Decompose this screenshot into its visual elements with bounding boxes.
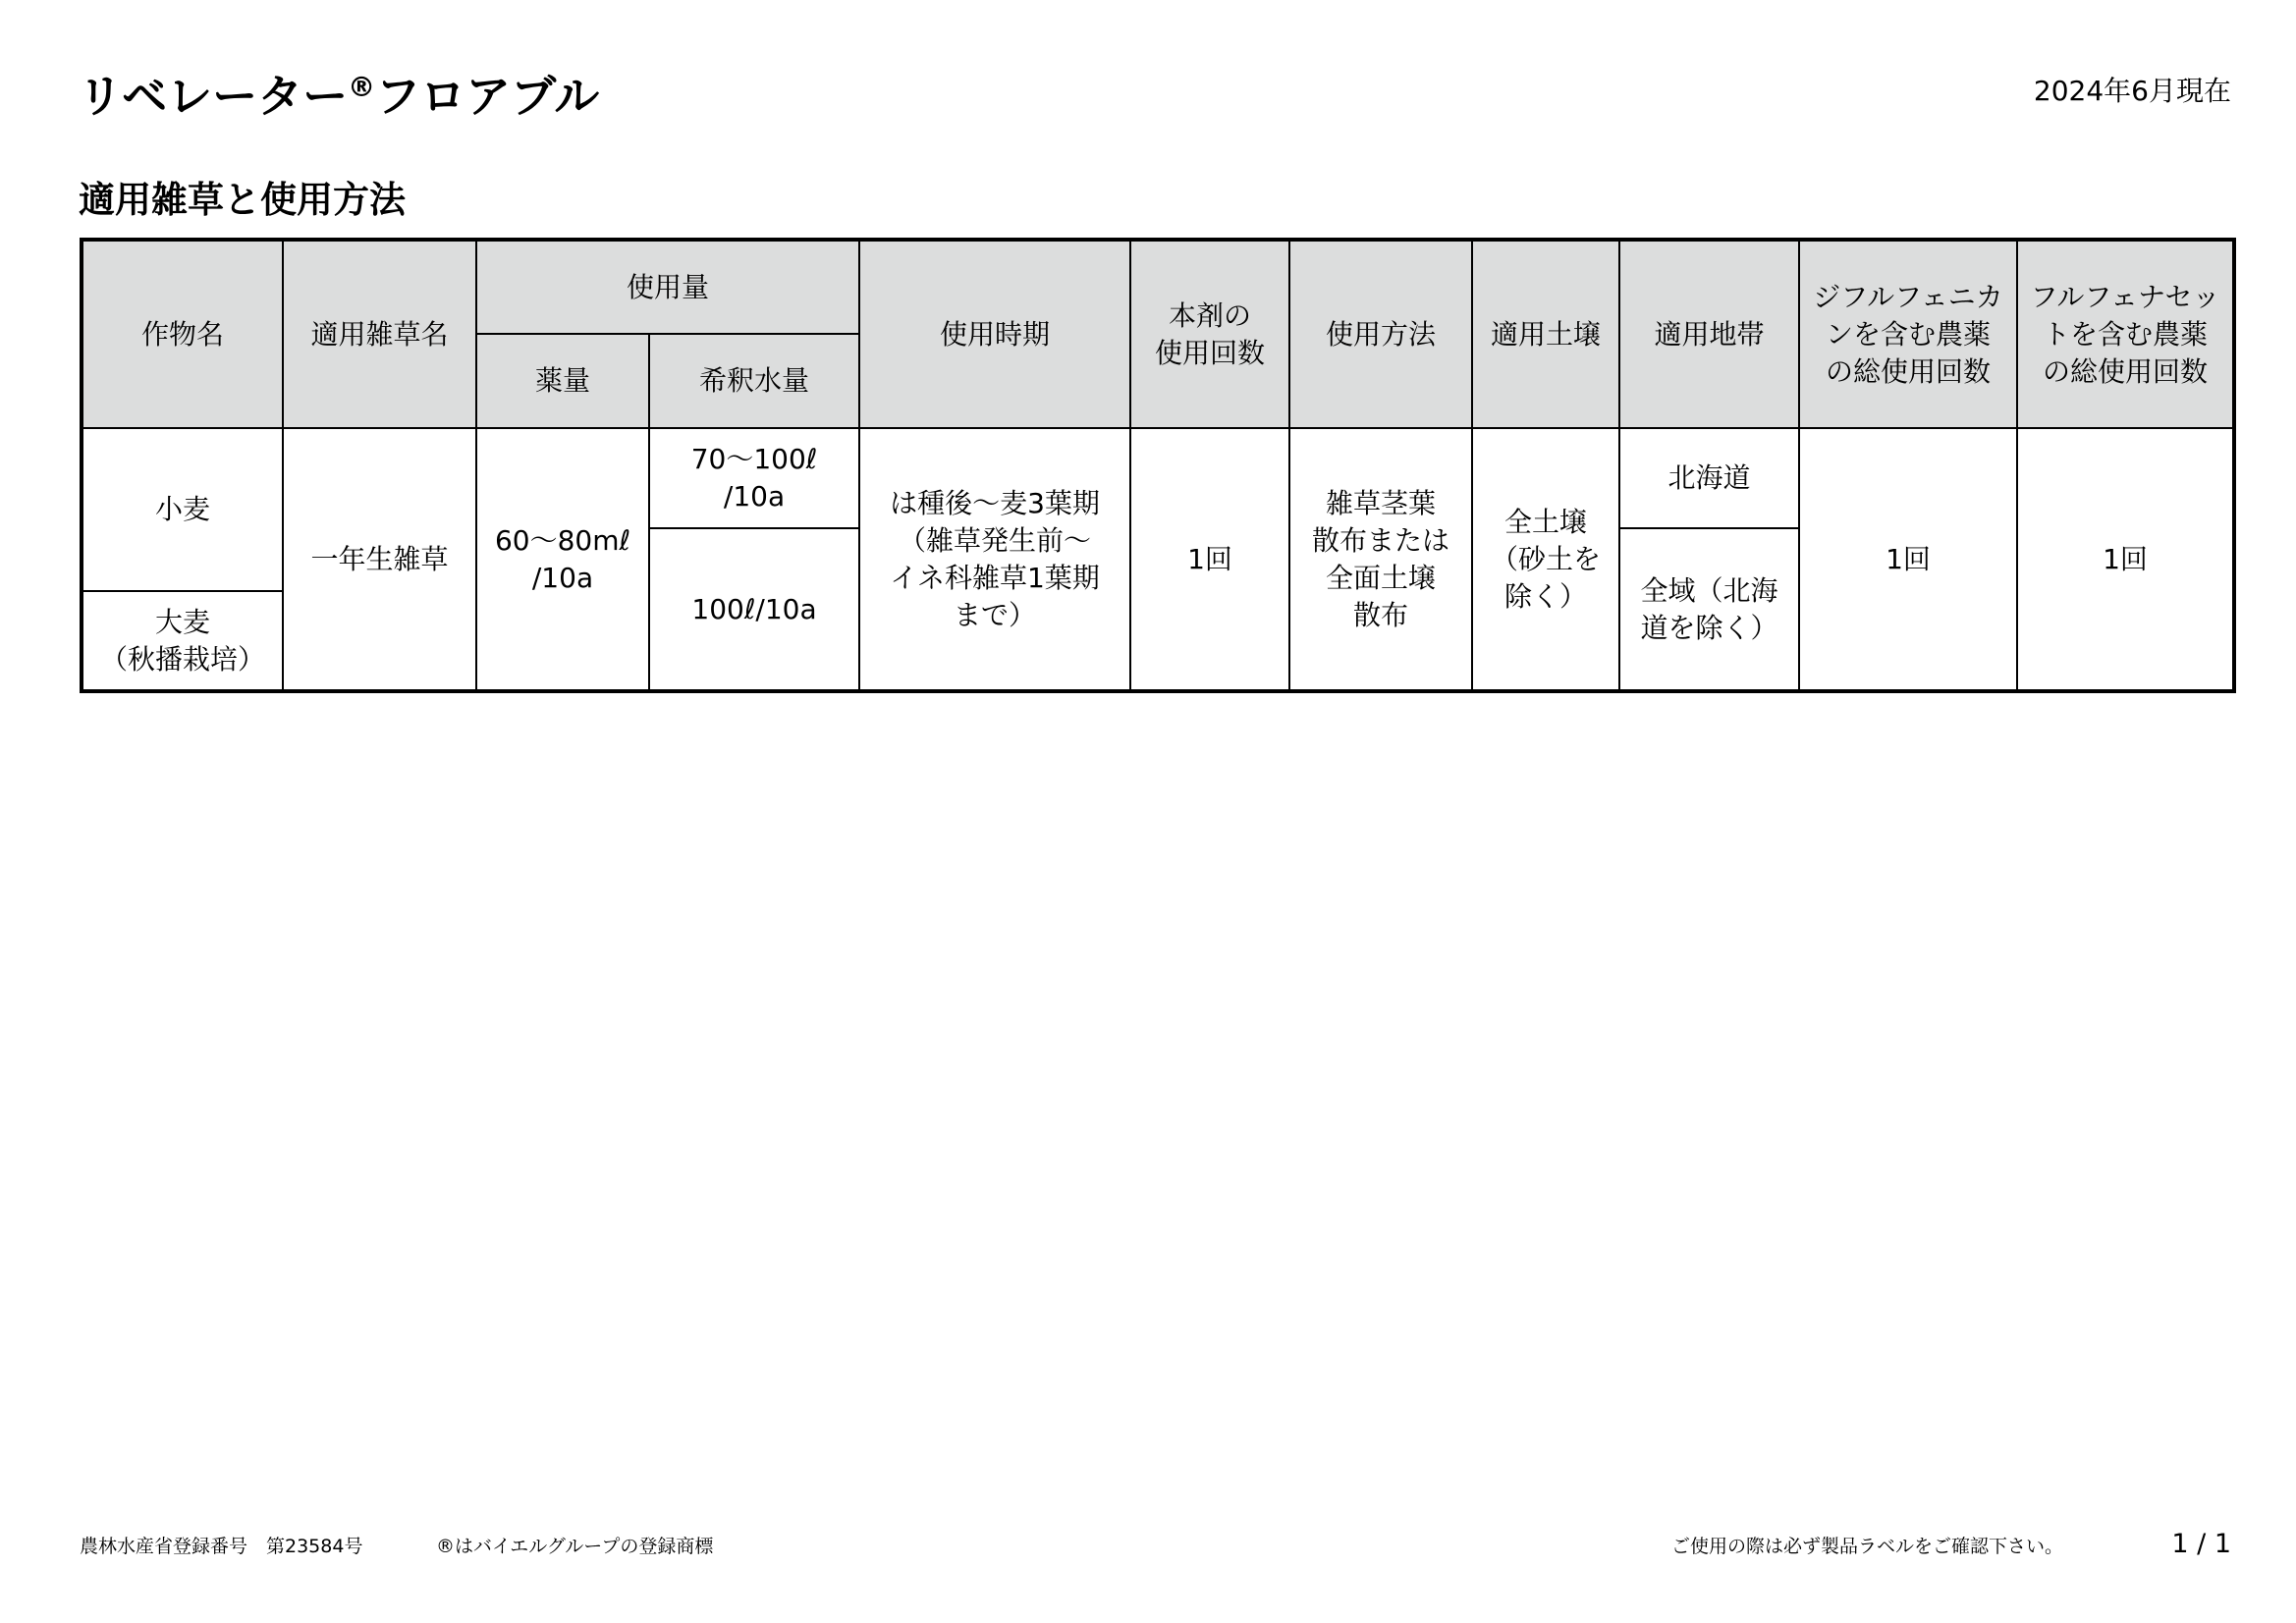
- registration-number: 農林水産省登録番号 第23584号: [80, 1536, 363, 1557]
- header-flufenacet-total: フルフェナセッ トを含む農薬 の総使用回数: [2017, 240, 2234, 428]
- header-diflufenican-total: ジフルフェニカ ンを含む農薬 の総使用回数: [1799, 240, 2017, 428]
- cell-crop-wheat: 小麦: [82, 428, 283, 591]
- header-chemical-amount: 薬量: [476, 334, 649, 428]
- label-notice: ご使用の際は必ず製品ラベルをご確認下さい。: [1671, 1536, 2064, 1557]
- header-crop: 作物名: [82, 240, 283, 428]
- product-title: [78, 69, 599, 124]
- product-title-main: リベレーター: [78, 70, 349, 123]
- cell-dilution-water-other: 100ℓ/10a: [649, 528, 859, 691]
- cell-region-hokkaido: 北海道: [1619, 428, 1799, 528]
- registered-mark: ®: [348, 71, 376, 103]
- table-header-row: [82, 240, 2234, 334]
- usage-table: [80, 238, 2236, 693]
- header-usage-amount: 使用量: [476, 240, 859, 334]
- page-number: 1 / 1: [2171, 1529, 2231, 1559]
- header-timing: 使用時期: [859, 240, 1130, 428]
- header-dilution-water: 希釈水量: [649, 334, 859, 428]
- cell-soil: 全土壌 （砂土を 除く）: [1472, 428, 1619, 691]
- cell-timing: は種後～麦3葉期 （雑草発生前～ イネ科雑草1葉期 まで）: [859, 428, 1130, 691]
- cell-target-weed: 一年生雑草: [283, 428, 476, 691]
- cell-diflufenican-total: 1回: [1799, 428, 2017, 691]
- header-soil: 適用土壌: [1472, 240, 1619, 428]
- header-method: 使用方法: [1289, 240, 1472, 428]
- as-of-date: 2024年6月現在: [2033, 75, 2231, 107]
- cell-dilution-water-hokkaido: 70～100ℓ /10a: [649, 428, 859, 528]
- section-heading: 適用雑草と使用方法: [79, 179, 406, 221]
- header-target-weed: 適用雑草名: [283, 240, 476, 428]
- header-uses-count: 本剤の 使用回数: [1130, 240, 1289, 428]
- table-row: [82, 428, 2234, 528]
- trademark-note: ®はバイエルグループの登録商標: [436, 1536, 714, 1557]
- product-title-suffix: フロアブル: [375, 70, 600, 123]
- cell-chemical-amount: 60～80mℓ /10a: [476, 428, 649, 691]
- cell-flufenacet-total: 1回: [2017, 428, 2234, 691]
- cell-region-other: 全域（北海 道を除く）: [1619, 528, 1799, 691]
- cell-crop-barley: 大麦 （秋播栽培）: [82, 591, 283, 691]
- header-region: 適用地帯: [1619, 240, 1799, 428]
- cell-uses-count: 1回: [1130, 428, 1289, 691]
- cell-method: 雑草茎葉 散布または 全面土壌 散布: [1289, 428, 1472, 691]
